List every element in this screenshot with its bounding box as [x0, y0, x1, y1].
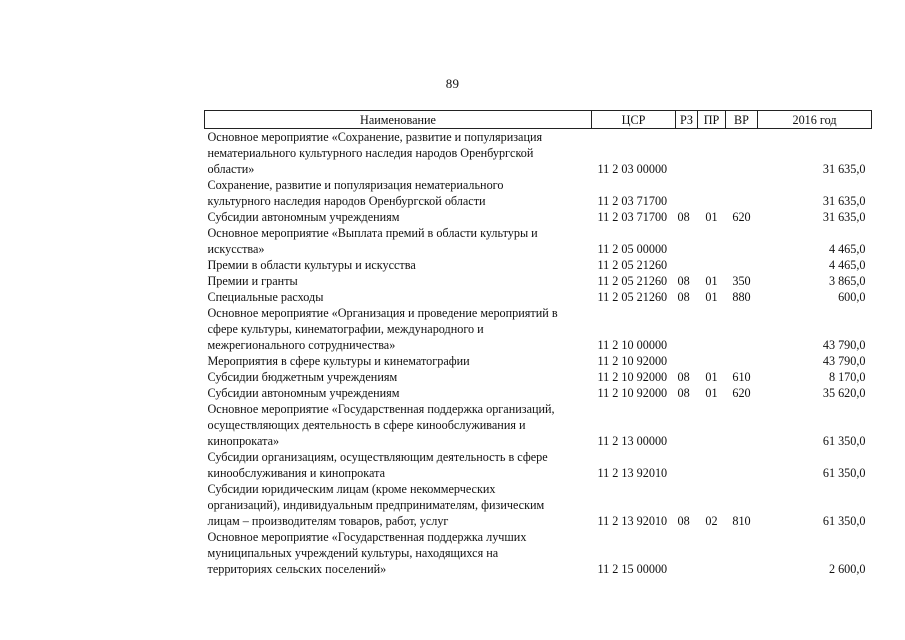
row-pr: [698, 129, 726, 178]
row-name: [205, 401, 592, 449]
row-name: [205, 369, 592, 385]
row-name: [205, 209, 592, 225]
row-pr: [698, 529, 726, 577]
row-vr: [726, 177, 758, 209]
row-sum: 61 350,0: [822, 466, 866, 480]
row-pr: [698, 177, 726, 209]
row-sum: 31 635,0: [822, 162, 866, 176]
row-csr: 11 2 05 21260: [597, 290, 668, 304]
table-row: [205, 369, 872, 385]
row-name-line: Субсидии юридическим лицам (кроме некоммерческих: [207, 482, 496, 496]
row-pr: 02: [705, 514, 718, 528]
row-name-line: лицам – производителям товаров, работ, услуг: [207, 514, 449, 528]
row-sum: 35 620,0: [822, 386, 866, 400]
page-number: 89: [445, 76, 460, 91]
row-pr: [698, 225, 726, 257]
row-name-line: Субсидии бюджетным учреждениям: [207, 370, 398, 384]
row-sum: 3 865,0: [828, 274, 866, 288]
budget-table: [204, 110, 872, 577]
row-csr: 11 2 15 00000: [597, 562, 668, 576]
row-name-line: межрегионального сотрудничества»: [207, 338, 396, 352]
row-name: [205, 353, 592, 369]
row-vr: [726, 401, 758, 449]
row-name-line: Основное мероприятие «Сохранение, развитие и популяризация: [207, 130, 543, 144]
header-csr: ЦСР: [592, 111, 676, 129]
header-name: Наименование: [205, 111, 592, 129]
row-pr: 01: [705, 386, 718, 400]
header-rz: РЗ: [676, 111, 698, 129]
row-name-line: территориях сельских поселений»: [207, 562, 387, 576]
row-rz: [676, 305, 698, 353]
table-row: [205, 289, 872, 305]
row-name-line: нематериального культурного наследия народов Оренбургской: [207, 146, 534, 160]
row-rz: 08: [677, 290, 690, 304]
row-vr: 880: [732, 290, 751, 304]
row-sum: 31 635,0: [822, 194, 866, 208]
row-name-line: кинопроката»: [207, 434, 280, 448]
row-name: [205, 273, 592, 289]
row-name-line: культурного наследия народов Оренбургской области: [207, 194, 486, 208]
row-csr: 11 2 10 92000: [597, 370, 668, 384]
row-csr: 11 2 10 92000: [597, 354, 668, 368]
row-rz: [676, 225, 698, 257]
row-rz: [676, 353, 698, 369]
row-sum: 4 465,0: [828, 258, 866, 272]
table-row: [205, 401, 872, 449]
row-sum: 2 600,0: [828, 562, 866, 576]
row-rz: [676, 257, 698, 273]
table-body: [205, 129, 872, 578]
row-pr: 01: [705, 290, 718, 304]
row-name: [205, 385, 592, 401]
row-name: [205, 257, 592, 273]
table-row: [205, 305, 872, 353]
row-name-line: кинообслуживания и кинопроката: [207, 466, 385, 480]
row-rz: [676, 177, 698, 209]
row-name-line: Основное мероприятие «Организация и проведение мероприятий в: [207, 306, 558, 320]
table-row: [205, 481, 872, 529]
row-pr: [698, 353, 726, 369]
row-pr: [698, 257, 726, 273]
row-pr: 01: [705, 210, 718, 224]
row-name-line: муниципальных учреждений культуры, находящихся на: [207, 546, 499, 560]
row-name-line: Субсидии автономным учреждениям: [207, 386, 400, 400]
row-name-line: сфере культуры, кинематографии, международного и: [207, 322, 484, 336]
table-row: [205, 353, 872, 369]
table-row: [205, 385, 872, 401]
row-vr: [726, 305, 758, 353]
row-csr: 11 2 03 71700: [597, 194, 668, 208]
row-name-line: Основное мероприятие «Государственная поддержка лучших: [207, 530, 527, 544]
row-name: [205, 529, 592, 577]
table-row: [205, 129, 872, 178]
row-name-line: Субсидии автономным учреждениям: [207, 210, 400, 224]
row-csr: 11 2 13 92010: [597, 466, 668, 480]
row-rz: [676, 129, 698, 178]
row-vr: 350: [732, 274, 751, 288]
row-sum: 43 790,0: [822, 354, 866, 368]
table-header: [205, 111, 872, 129]
row-vr: [726, 353, 758, 369]
row-rz: 08: [677, 514, 690, 528]
row-name: [205, 129, 592, 178]
row-pr: 01: [705, 274, 718, 288]
row-sum: 61 350,0: [822, 514, 866, 528]
header-vr: ВР: [726, 111, 758, 129]
row-vr: 810: [732, 514, 751, 528]
row-rz: 08: [677, 274, 690, 288]
row-vr: [726, 257, 758, 273]
table-row: [205, 225, 872, 257]
row-name: [205, 449, 592, 481]
row-vr: [726, 225, 758, 257]
row-name-line: Премии и гранты: [207, 274, 298, 288]
row-pr: [698, 305, 726, 353]
row-rz: [676, 401, 698, 449]
row-name: [205, 177, 592, 209]
row-csr: 11 2 10 00000: [597, 338, 668, 352]
row-sum: 600,0: [838, 290, 866, 304]
header-pr: ПР: [698, 111, 726, 129]
table-row: [205, 209, 872, 225]
row-name-line: области»: [207, 162, 255, 176]
row-name-line: Сохранение, развитие и популяризация нематериального: [207, 178, 504, 192]
row-pr: [698, 449, 726, 481]
row-sum: 43 790,0: [822, 338, 866, 352]
header-year: 2016 год: [758, 111, 872, 129]
row-name: [205, 305, 592, 353]
row-csr: 11 2 13 00000: [597, 434, 668, 448]
row-vr: 610: [732, 370, 751, 384]
row-pr: [698, 401, 726, 449]
row-name: [205, 225, 592, 257]
row-csr: 11 2 03 71700: [597, 210, 668, 224]
row-name-line: Мероприятия в сфере культуры и кинематографии: [207, 354, 470, 368]
row-sum: 31 635,0: [822, 210, 866, 224]
row-name-line: искусства»: [207, 242, 265, 256]
row-csr: 11 2 05 00000: [597, 242, 668, 256]
row-csr: 11 2 13 92010: [597, 514, 668, 528]
row-name-line: организаций), индивидуальным предпринимателям, физическим: [207, 498, 545, 512]
row-rz: 08: [677, 386, 690, 400]
row-name: [205, 481, 592, 529]
table-row: [205, 449, 872, 481]
row-vr: [726, 449, 758, 481]
row-vr: [726, 529, 758, 577]
row-rz: [676, 449, 698, 481]
table-row: [205, 529, 872, 577]
row-sum: 8 170,0: [828, 370, 866, 384]
row-csr: 11 2 05 21260: [597, 258, 668, 272]
row-sum: 61 350,0: [822, 434, 866, 448]
row-sum: 4 465,0: [828, 242, 866, 256]
row-csr: 11 2 03 00000: [597, 162, 668, 176]
row-vr: [726, 129, 758, 178]
row-rz: 08: [677, 210, 690, 224]
row-name: [205, 289, 592, 305]
row-name-line: Специальные расходы: [207, 290, 324, 304]
row-name-line: Субсидии организациям, осуществляющим деятельность в сфере: [207, 450, 548, 464]
row-rz: [676, 529, 698, 577]
table-row: [205, 257, 872, 273]
row-name-line: Основное мероприятие «Выплата премий в области культуры и: [207, 226, 538, 240]
table-row: [205, 273, 872, 289]
row-pr: 01: [705, 370, 718, 384]
row-name-line: Премии в области культуры и искусства: [207, 258, 416, 272]
row-csr: 11 2 05 21260: [597, 274, 668, 288]
row-name-line: Основное мероприятие «Государственная поддержка организаций,: [207, 402, 555, 416]
row-vr: 620: [732, 210, 751, 224]
row-vr: 620: [732, 386, 751, 400]
row-csr: 11 2 10 92000: [597, 386, 668, 400]
table-row: [205, 177, 872, 209]
row-name-line: осуществляющих деятельность в сфере кинообслуживания и: [207, 418, 526, 432]
row-rz: 08: [677, 370, 690, 384]
